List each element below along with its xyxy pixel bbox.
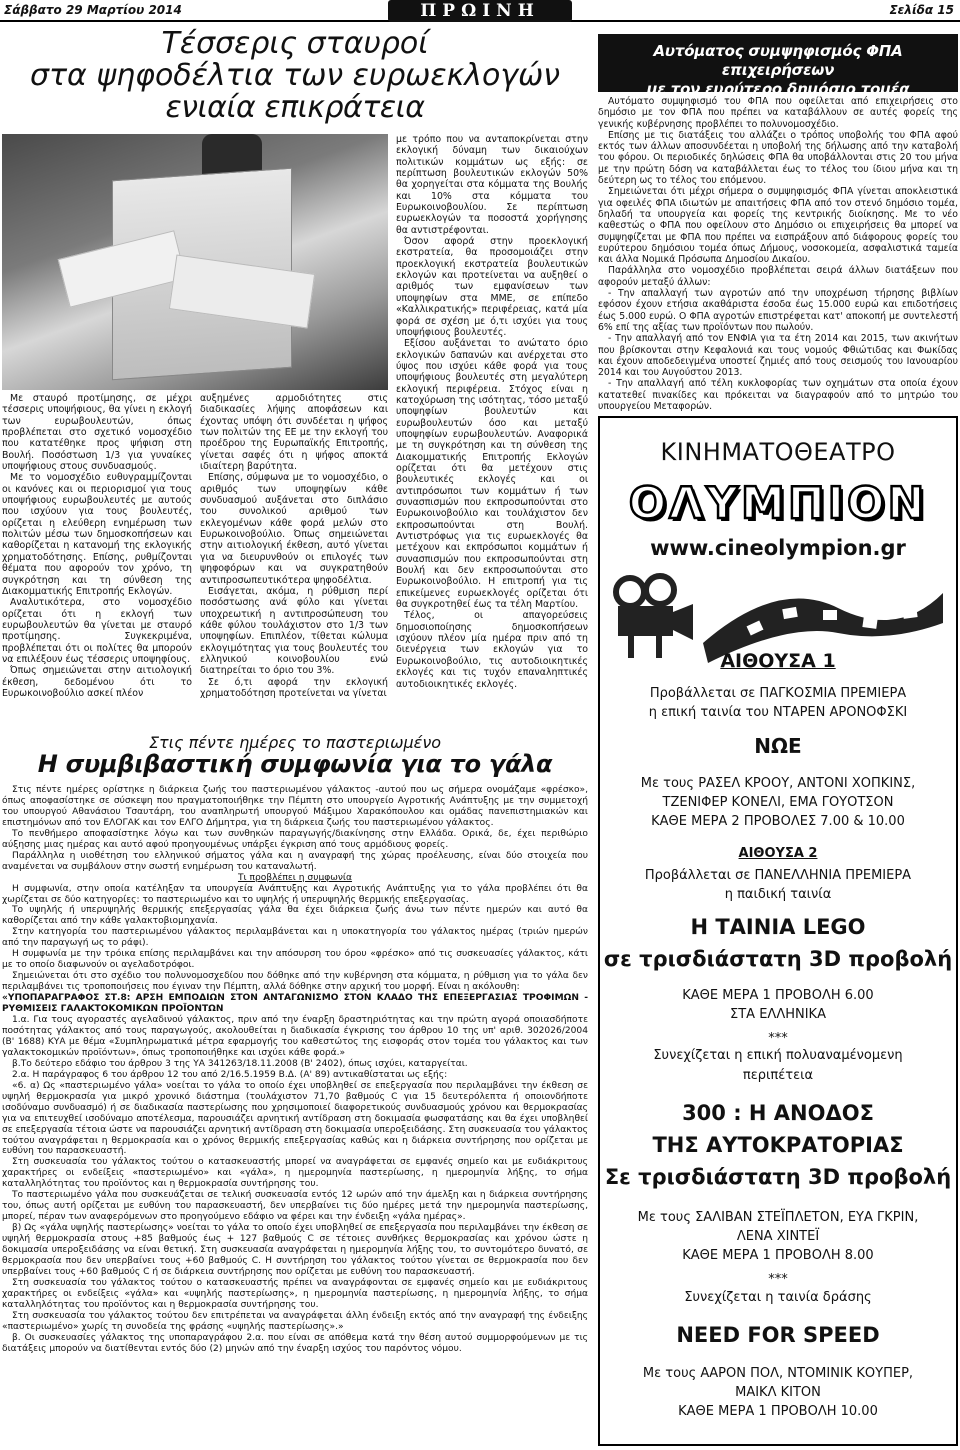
article2-paragraph: β) Ως «γάλα υψηλής παστερίωσης» νοείται το γάλα το οποίο έχει υποβληθεί σε επεξεργασία που περιλαμβάνει την έκθεση σε υψηλή θερμοκρασία στους +85 βαθμούς έως + 127 βαθμούς C σε τέτοιες συνθήκες θερμοκρασίας και χρόνου ώστε η δοκιμασία υπεροξειδάσης να είναι θετική. Στη συσκευασία αναγράφεται η ημερομηνία λήξης του, το συντομότερο δυνατό, σε θερμοκρασία που δεν υπερβαίνει τους +60 βαθμούς C. Η συντήρηση του γάλακτος τούτου γίνεται σε θερμοκρασία που δεν υπερβαίνει τους +60 βαθμούς C ή σε διάρκεια συντήρησης που ορίζεται με ευθύνη του παρασκευαστή. <box>2 1223 588 1277</box>
movie3-showtimes: ΚΑΘΕ ΜΕΡΑ 1 ΠΡΟΒΟΛΗ 8.00 <box>682 1248 874 1263</box>
vat-article-title <box>598 34 958 98</box>
movie4-cast-line1: Με τους ΑΑΡΟΝ ΠΟΛ, ΝΤΟΜΙΝΙΚ ΚΟΥΠΕΡ, <box>642 1366 914 1381</box>
page-number: Σελίδα 15 <box>889 3 954 17</box>
film-projector-icon <box>608 568 948 663</box>
ballot-box-photo <box>2 134 388 390</box>
article2-paragraph: 2.α. Η παράγραφος 6 του άρθρου 12 του από 2/16.5.1959 Β.Δ. (Α' 89) αντικαθίσταται ως εξής: <box>12 1069 448 1080</box>
article2-paragraph: Η συμφωνία, στην οποία κατέληξαν τα υπουργεία Ανάπτυξης και Αγροτικής Ανάπτυξης για το γάλα προβλέπει ότι θα χωρίζεται σε δύο κατηγορίες: το παστεριωμένο και το υψηλής ή υπερυψηλής θερμικής επεξεργασίας. <box>2 883 588 905</box>
article1-paragraph: Αναλυτικότερα, στο νομοσχέδιο ορίζεται ότι η εκλογή των ευρωβουλευτών θα γίνεται με σταυρό προτίμησης. Συγκεκριμένα, προβλέπεται ότι οι πολίτες θα μπορούν να επιλέξουν έως τέσσερις υποψηφίους. <box>2 597 192 665</box>
vat-title-line1: Αυτόματος συμψηφισμός ΦΠΑ επιχειρήσεων <box>653 42 903 79</box>
vat-title-line2: με τον ευρύτερο δημόσιο τομέα <box>646 80 910 98</box>
article2-subtitle: Στις πέντε ημέρες το παστεριωμένο <box>148 733 442 752</box>
hall2-heading: ΑΙΘΟΥΣΑ 2 <box>738 846 818 861</box>
article2-paragraph: Παράλληλα η υιοθέτηση του ελληνικού σήματος γάλα και η αναγραφή της χώρας προέλευσης, είναι δύο στοιχεία που αναμένεται να συμβάλουν στην σωστή ενημέρωση του καταναλωτή. <box>2 850 588 872</box>
article2-body <box>2 785 588 1355</box>
movie3-cast-line2: ΛΕΝΑ ΧΙΝΤΕΪ <box>736 1229 820 1244</box>
movie3-title-line1: 300 : Η ΑΝΟΔΟΣ <box>682 1101 874 1125</box>
separator-stars: *** <box>768 1031 788 1046</box>
article2-paragraph: Σημειώνεται ότι στο σχέδιο του πολυνομοσχεδίου που δόθηκε από την κυβέρνηση στα κόμματα, η ρύθμιση για το γάλα δεν περιλαμβάνει τις τροποποιήσεις που έγιναν την Πέμπτη, αλλά δόθηκε στην αρχική του μορφή. Είναι η ακόλουθη: <box>2 971 588 993</box>
article2-paragraph: Το πενθήμερο αποφασίστηκε λόγω και των συνθηκών παραγωγής/διακίνησης στην Ελλάδα. Ορικά, δε, έχει περιθώριο αύξησης μιας ημέρας και αυτό αφού προηγουμένως υπάρξει έγκριση από τους αρμόδιους φορείς. <box>2 828 588 850</box>
article2-paragraph: Στη συσκευασία του γάλακτος τούτου ο κατασκευαστής πρέπει να αναγράφονται σε εμφανές σημείο και με ευδιάκριτους χαρακτήρες οι ενδείξεις «γάλα» και «υψηλής παστερίωσης», η ημερομηνία παστερίωσης, η ημερομηνία λήξης, το σήμα καταλληλότητας του προϊόντος και η θερμοκρασία συντήρησης του. <box>2 1277 588 1310</box>
article2-bold-heading: «ΥΠΟΠΑΡΑΓΡΑΦΟΣ ΣΤ.8: ΑΡΣΗ ΕΜΠΟΔΙΩΝ ΣΤΟΝ ΑΝΤΑΓΩΝΙΣΜΟ ΣΤΟΝ ΚΛΑΔΟ ΤΗΣ ΕΠΕΞΕΡΓΑΣΙΑΣ ΤΡΟΦΙΜΩΝ - ΡΥΘΜΙΣΕΙΣ ΓΑΛΑΚΤΟΚΟΜΙΚΩΝ ΠΡΟΪΟΝΤΩΝ <box>2 993 588 1015</box>
article1-paragraph: Με σταυρό προτίμησης, σε μέχρι τέσσερις υποψήφιους, θα γίνει η εκλογή των ευρωβουλευτών, όπως προβλέπεται στο σχετικό νομοσχέδιο που κατατέθηκε προς ψήφιση στη Βουλή. Ποσόστωση 1/3 για γυναίκες υποψήφιους στους συνδυασμούς. <box>2 393 192 473</box>
movie4-intro: Συνεχίζεται η ταινία δράσης <box>684 1290 872 1305</box>
vat-paragraph: Σημειώνεται ότι μέχρι σήμερα ο συμψηφισμός ΦΠΑ γίνεται αποκλειστικά για οφειλές ΦΠΑ ιδιωτών με απαιτήσεις ΦΠΑ από τον στενό δημόσιο τομέα, δηλαδή τα υπουργεία και φορείς της κεντρικής διοίκησης. Με το νέο καθεστώς ο ΦΠΑ που οφείλουν στο Δημόσιο οι επιχειρήσεις θα μπορεί να συμψηφίζεται με ΦΠΑ που πρέπει να εισπράξουν από διάφορους φορείς του ευρύτερου δημόσιου τομέα όπως Δήμους, νοσοκομεία, ασφαλιστικά ταμεία και άλλα Νομικά Πρόσωπα Δημοσίου Δικαίου. <box>598 186 958 266</box>
article2-paragraph: «6. α) Ως «παστεριωμένο γάλα» νοείται το γάλα το οποίο έχει υποβληθεί σε επεξεργασία που περιλαμβάνει την έκθεση σε υψηλή θερμοκρασία για μικρό χρονικό διάστημα (τουλάχιστον 71,70 βαθμούς C για 15 δευτερόλεπτα ή οποιονδήποτε ισοδύναμο συνδυασμό) ή σε διαδικασία παστερίωσης που χρησιμοποιεί διαφορετικούς συνδυασμούς χρόνου και θερμοκρασίας για να επιτευχθεί ισοδύναμο αποτέλεσμα, παρουσιάζει αρνητική αντίδραση στη δοκιμασία φωσφατάσης και θα έχει υποβληθεί σε επεξεργασία τέτοια ώστε να παρουσιάζει αρνητική αντίδραση στη δοκιμασία υπεροξειδάσης. Στη συσκευασία του γάλακτος τούτου αναγράφεται η θερμοκρασία και ο χρόνος θερμικής επεξεργασίας καθώς και η διάρκεια συντήρησης που ορίζεται με ευθύνη του παρασκευαστή. <box>2 1080 588 1157</box>
article1-title-line3: ενιαία επικράτεια <box>165 90 425 125</box>
movie3-title-line2: ΤΗΣ ΑΥΤΟΚΡΑΤΟΡΙΑΣ <box>652 1133 904 1157</box>
movie4-showtimes: ΚΑΘΕ ΜΕΡΑ 1 ΠΡΟΒΟΛΗ 10.00 <box>678 1404 878 1419</box>
movie2-subtitle: σε τρισδιάστατη 3D προβολή <box>603 947 953 971</box>
cinema-heading: ΚΙΝΗΜΑΤΟΘΕΑΤΡΟ <box>660 438 896 466</box>
article1-paragraph: Όπως σημειώνεται στην αιτιολογική έκθεση, δεδομένου ότι το Ευρωκοινοβούλιο ασκεί πλέον <box>2 665 192 699</box>
article2-paragraph: Στην κατηγορία του παστεριωμένου γάλακτος περιλαμβάνεται και η υποκατηγορία του γάλακτος ημέρας (τριών ημερών από την παραγωγή ως το ράφι). <box>2 927 588 949</box>
article2-paragraph: Στη συσκευασία του γάλακτος τούτου δεν επιτρέπεται να αναγράφεται άλλη ένδειξη εκτός από την αναγραφή της ένδειξης «παστεριωμένο» χωρίς τη συνοδεία της φράσης «υψηλής παστερίωσης».» <box>2 1310 588 1332</box>
article1-paragraph: Επίσης, σύμφωνα με το νομοσχέδιο, ο αριθμός των υποψηφίων κάθε συνδυασμού αυξάνεται στο διπλάσιο του συνολικού αριθμού των εκλεγομένων κάθε φορά μελών στο Ευρωκοινοβούλιο. Όπως σημειώνεται στην αιτιολογική έκθεση, αυτό γίνεται για να διευρυνθούν οι επιλογές των ψηφοφόρων και να συγκρατηθούν αντιπροσωπευτικότερα ψηφοδέλτια. <box>200 472 388 586</box>
article1-column3 <box>396 134 588 690</box>
separator-stars: *** <box>768 1272 788 1287</box>
cinema-advertisement <box>598 416 958 1446</box>
hall2-line2: η παιδική ταινία <box>724 887 832 902</box>
article1-column2 <box>200 393 388 699</box>
article1-headline <box>0 28 590 124</box>
vat-paragraph: Επίσης με τις διατάξεις του αλλάζει ο τρόπος υποβολής του ΦΠΑ αφού εκτός των άλλων αποσυνδέεται η υποβολή της δήλωσης από την καταβολή του φόρου. Οι περιοδικές δηλώσεις ΦΠΑ θα υποβάλλονται στις 20 του μήνα με την πρώτη δόση να καταβάλλεται έως το τέλος του ίδιου μήνα και τη δεύτερη ως το τέλος του επόμενου. <box>598 129 958 187</box>
article2-paragraph: 1.α. Για τους αγοραστές αγελαδινού γάλακτος, πριν από την έναρξη δραστηριότητας και την πρώτη αγορά οποιασδήποτε ποσότητας γάλακτος από τους παραγωγούς, ακολουθείται η διαδικασία έγκρισης του άρθρου 10 της υπ' αριθ. 302026/2004 (Β' 1688) ΚΥΑ με θέμα «Συμπληρωματικά μέτρα εφαρμογής του καθεστώτος της εισφοράς στον τομέα του γάλακτος και των γαλακτοκομικών προϊόντων», όπως τροποποιήθηκε και ισχύει κάθε φορά.» <box>2 1015 588 1058</box>
hall1-line1: Προβάλλεται σε ΠΑΓΚΟΣΜΙΑ ΠΡΕΜΙΕΡΑ <box>649 686 907 701</box>
article2-paragraph: β. Οι συσκευασίες γάλακτος της υποπαραγράφου 2.α. που είναι σε απόθεμα κατά την θέση αυτού συμμορφούμενων με τις διατάξεις μπορούν να διατίθενται εντός δύο (2) μηνών από την έναρξη ισχύος του παρόντος νόμου. <box>2 1332 588 1354</box>
article1-paragraph: αυξημένες αρμοδιότητες στις διαδικασίες λήψης αποφάσεων και έχοντας υπόψη ότι συνδέεται η ψήφος των πολιτών της ΕΕ με την εκλογή του προέδρου της Ευρωπαϊκής Επιτροπής, γίνεται σαφές ότι η ψήφος αποκτά ιδιαίτερη βαρύτητα. <box>200 393 388 473</box>
newspaper-logo: ΠΡΩΙΝΗ <box>388 0 572 22</box>
article1-paragraph: Με το νομοσχέδιο ευθυγραμμίζονται οι κανόνες και οι περιορισμοί για τους υποψήφιους ευρωβουλευτές με αυτούς που ισχύουν για τους βουλευτές, ορίζεται η ελεύθερη ενημέρωση των πολιτών μέσω των δημοσκοπήσεων και καθορίζεται η κατανομή της εκλογικής χρηματοδότησης. Επίσης, ρυθμίζονται θέματα που αφορούν τον χρόνο, τη συγκρότηση και τη σύνθεση της Διακομματικής Επιτροπής Εκλογών. <box>2 472 192 597</box>
article1-paragraph: Εξίσου αυξάνεται το ανώτατο όριο εκλογικών δαπανών και ανέρχεται στο ύψος που ισχύει κάθε φορά για τους υποψήφιους βουλευτές στη μεγαλύτερη εκλογική περιφέρεια. Στόχος είναι η κατοχύρωση της ισότητας, τόσο μεταξύ υποψηφίων βουλευτών και ευρωβουλευτών όσο και μεταξύ υποψηφίων ευρωβουλευτών. Αναφορικά με τη συγκρότηση και τη σύνθεση της Διακομματικής Επιτροπής Εκλογών ορίζεται ότι θα μετέχουν στις βουλευτικές εκλογές και οι αντιπρόσωποι των κομμάτων ή των συνασπισμών που εκπροσωπούνται στο Ευρωκοινοβούλιο και τουλάχιστον δεν εκπροσωπούνται στη Βουλή. Αντιστρόφως για τις ευρωεκλογές θα μετέχουν και εκπρόσωποι κομμάτων ή συνασπισμών που εκπροσωπούνται στη Βουλή και δεν εκπροσωπούνται στο Ευρωκοινοβούλιο. Η επιτροπή για τις επικείμενες ευρωεκλογές ορίζεται ότι θα συγκροτηθεί έως τα τέλη Μαρτίου. <box>396 338 588 611</box>
vat-paragraph: - Την απαλλαγή από τον ΕΝΦΙΑ για τα έτη 2014 και 2015, των ακινήτων που βρίσκονται στην Κεφαλονιά και τους νομούς Φθιώτιδας και Φωκίδας και έχουν αποδεδειγμένα υποστεί ζημιές από τους σεισμούς του Ιανουαρίου 2014 και του Αυγούστου 2013. <box>598 333 958 379</box>
article2-paragraph: Το παστεριωμένο γάλα που συσκευάζεται σε τελική συσκευασία εντός 12 ωρών από την άμελξη και η διάρκεια συντήρησης του, όπως αυτή ορίζεται με ευθύνη του παρασκευαστή, δεν υπερβαίνει τις δύο ημέρες μετά την ημερομηνία παστερίωσης, μπορεί, πέραν των αναφερόμενων στο προηγούμενο εδάφιο να φέρει και την ένδειξη «γάλα ημέρας». <box>2 1190 588 1223</box>
article2-title: Η συμβιβαστική συμφωνία για το γάλα <box>37 750 553 778</box>
article2-paragraph: Στις πέντε ημέρες ορίστηκε η διάρκεια ζωής του παστεριωμένου γάλακτος -αυτού που ως σήμερα ονομάζαμε «φρέσκο», όπως αποφασίστηκε σε σύσκεψη που πραγματοποιήθηκε την Πέμπτη στο υπουργείο Αγροτικής Ανάπτυξης με την συμμετοχή του υπουργού Αθανάσιου Τσαυτάρη, του αναπληρωτή υπουργού Μάξιμου Χαρακόπουλου και ομάδας πανεπιστημιακών και επιστημόνων από τον ΕΛΟΓΑΚ και τον ΕΛΓΟ Δήμητρα, για τη διάρκεια ζωής του παστεριωμένου γάλακτος. <box>2 785 588 828</box>
article1-title-line1: Τέσσερις σταυροί <box>161 26 429 61</box>
movie3-intro-line2: περιπέτεια <box>742 1068 814 1083</box>
page-header <box>0 0 960 22</box>
article2-subheading: Τι προβλέπει η συμφωνία <box>237 872 353 883</box>
vat-paragraph: - Την απαλλαγή των αγροτών από την υποχρέωση τήρησης βιβλίων εφόσον έχουν ετήσια ακαθάριστα έσοδα έως 15.000 ευρώ και επιδοτήσεις έως 5.000 ευρώ. Ο ΦΠΑ αγροτών επιστρέφεται κατ' αποκοπή με συντελεστή 6% επί της αξίας των προϊόντων που πωλούν. <box>598 288 958 333</box>
movie2-showtimes: ΚΑΘΕ ΜΕΡΑ 1 ΠΡΟΒΟΛΗ 6.00 <box>682 988 874 1003</box>
issue-date: Σάββατο 29 Μαρτίου 2014 <box>4 3 182 17</box>
cinema-name: ΟΛΥΜΠΙΟΝ <box>628 478 928 529</box>
vat-paragraph: - Την απαλλαγή από τέλη κυκλοφορίας των οχημάτων στα οποία έχουν κατατεθεί πινακίδες και πρόκειται να διαγραφούν από το μητρώο του υπουργείου Μεταφορών. <box>598 378 958 413</box>
article1-column1 <box>2 393 192 699</box>
cinema-website: www.cineolympion.gr <box>650 536 906 560</box>
article2-paragraph: Το υψηλής ή υπερυψηλής θερμικής επεξεργασίας γάλα θα έχει διάρκεια ζωής άνω των πέντε ημερών και αυτό θα καθορίζεται από την κάθε γαλακτοβιομηχανία. <box>2 905 588 927</box>
article1-title-line2: στα ψηφοδέλτια των ευρωεκλογών <box>29 58 561 93</box>
vat-paragraph: Παράλληλα στο νομοσχέδιο προβλέπεται σειρά άλλων διατάξεων που αφορούν μεταξύ άλλων: <box>598 265 958 288</box>
movie2-title: Η ΤΑΙΝΙΑ LEGO <box>690 915 866 939</box>
article2-paragraph: β.Το δεύτερο εδάφιο του άρθρου 3 της ΥΑ 341263/18.11.2008 (Β' 2402), όπως ισχύει, καταργείται. <box>12 1058 468 1069</box>
movie3-cast-line1: Με τους ΣΑΛΙΒΑΝ ΣΤΕΪΠΛΕΤΟΝ, ΕΥΑ ΓΚΡΙΝ, <box>637 1210 919 1225</box>
movie3-intro-line1: Συνεχίζεται η επική πολυαναμένομενη <box>653 1048 903 1063</box>
article1-paragraph: Εισάγεται, ακόμα, η ρύθμιση περί ποσόστωσης ανά φύλο και γίνεται υποχρεωτική η αντιπροσώπευση του κάθε φύλου τουλάχιστον στο 1/3 των υποψηφίων. Επιπλέον, τίθεται κώλυμα εκλογιμότητας για τους βουλευτές του ελληνικού κοινοβουλίου ενώ διατηρείται το όριο του 3%. <box>200 585 388 677</box>
article1-paragraph: Όσον αφορά στην προεκλογική εκστρατεία, θα προσομοιάζει στην προεκλογική εκστρατεία βουλευτικών εκλογών και προτείνεται να αυξηθεί ο αριθμός των εμφανίσεων των υποψηφίων στα ΜΜΕ, σε επίπεδο «Καλλικρατικής» περιφέρειας, κατά μία φορά σε σχέση με ό,τι ισχύει για τους υποψήφιους βουλευτές. <box>396 236 588 338</box>
movie1-title: ΝΩΕ <box>754 734 802 758</box>
movie1-showtimes: ΚΑΘΕ ΜΕΡΑ 2 ΠΡΟΒΟΛΕΣ 7.00 & 10.00 <box>651 814 905 829</box>
hall2-line1: Προβάλλεται σε ΠΑΝΕΛΛΗΝΙΑ ΠΡΕΜΙΕΡΑ <box>644 868 912 883</box>
vat-paragraph: Αυτόματο συμψηφισμό του ΦΠΑ που οφείλεται από επιχειρήσεις στο δημόσιο με τον ΦΠΑ που πρέπει να καταβάλλουν σε αυτές φορείς της γενικής κυβέρνησης προβλέπει το πολυνομοσχέδιο. <box>598 96 958 130</box>
movie1-cast-line2: ΤΖΕΝΙΦΕΡ ΚΟΝΕΛΙ, ΕΜΑ ΓΟΥΟΤΣΟΝ <box>662 795 894 810</box>
movie3-title-line3: Σε τρισδιάστατη 3D προβολή <box>604 1165 952 1189</box>
movie4-cast-line2: ΜΑΙΚΛ ΚΙΤΟΝ <box>735 1385 821 1400</box>
article2-paragraph: Η συμφωνία με την τρόικα επίσης περιλαμβάνει και την απόσυρση του όρου «φρέσκο» από τις συσκευασίες γάλακτος, κάτι με το οποίο διαφωνούν οι αγελαδοτρόφοι. <box>2 949 588 971</box>
movie4-title: NEED FOR SPEED <box>676 1323 880 1347</box>
projector-icon <box>616 576 693 658</box>
hall1-line2: η επική ταινία του ΝΤΑΡΕΝ ΑΡΟΝΟΦΣΚΙ <box>648 705 908 720</box>
article2-paragraph: Στη συσκευασία του γάλακτος τούτου ο κατασκευαστής μπορεί να αναγράφεται σε εμφανές σημείο και με ευδιάκριτους χαρακτήρες οι ενδείξεις «παστεριωμένο» και «γάλα», η ημερομηνία παστερίωσης, η ημερομηνία λήξης, το σήμα καταλληλότητας του προϊόντος και η θερμοκρασία συντήρησης του. <box>2 1157 588 1190</box>
movie2-language: ΣΤΑ ΕΛΛΗΝΙΚΑ <box>730 1007 826 1022</box>
article1-paragraph: Τέλος, οι απαγορεύσεις δημοσιοποίησης δημοσκοπήσεων ισχύουν πλέον μία ημέρα πριν από τη διενέργεια των εκλογών για το Ευρωκοινοβούλιο, τις αυτοδιοικητικές εκλογές και τις τυχόν επαναληπτικές αυτοδιοικητικές εκλογές. <box>396 610 588 690</box>
hall1-heading: ΑΙΘΟΥΣΑ 1 <box>720 650 836 672</box>
article1-paragraph: Σε ό,τι αφορά την εκλογική χρηματοδότηση προτείνεται να γίνεται <box>200 676 388 699</box>
article1-paragraph: με τρόπο που να ανταποκρίνεται στην εκλογική δύναμη των δικαιούχων πολιτικών κομμάτων ως εξής: σε περίπτωση βουλευτικών εκλογών 50% θα χορηγείται στα κόμματα της Βουλής και 10% στα κόμματα του Ευρωκοινοβουλίου. Σε περίπτωση ευρωεκλογών τα ποσοστά χορήγησης θα αντιστρέφονται. <box>396 134 588 236</box>
vat-article-body <box>598 96 958 412</box>
movie1-cast-line1: Με τους ΡΑΣΕΛ ΚΡΟΟΥ, ΑΝΤΟΝΙ ΧΟΠΚΙΝΣ, <box>640 776 916 791</box>
